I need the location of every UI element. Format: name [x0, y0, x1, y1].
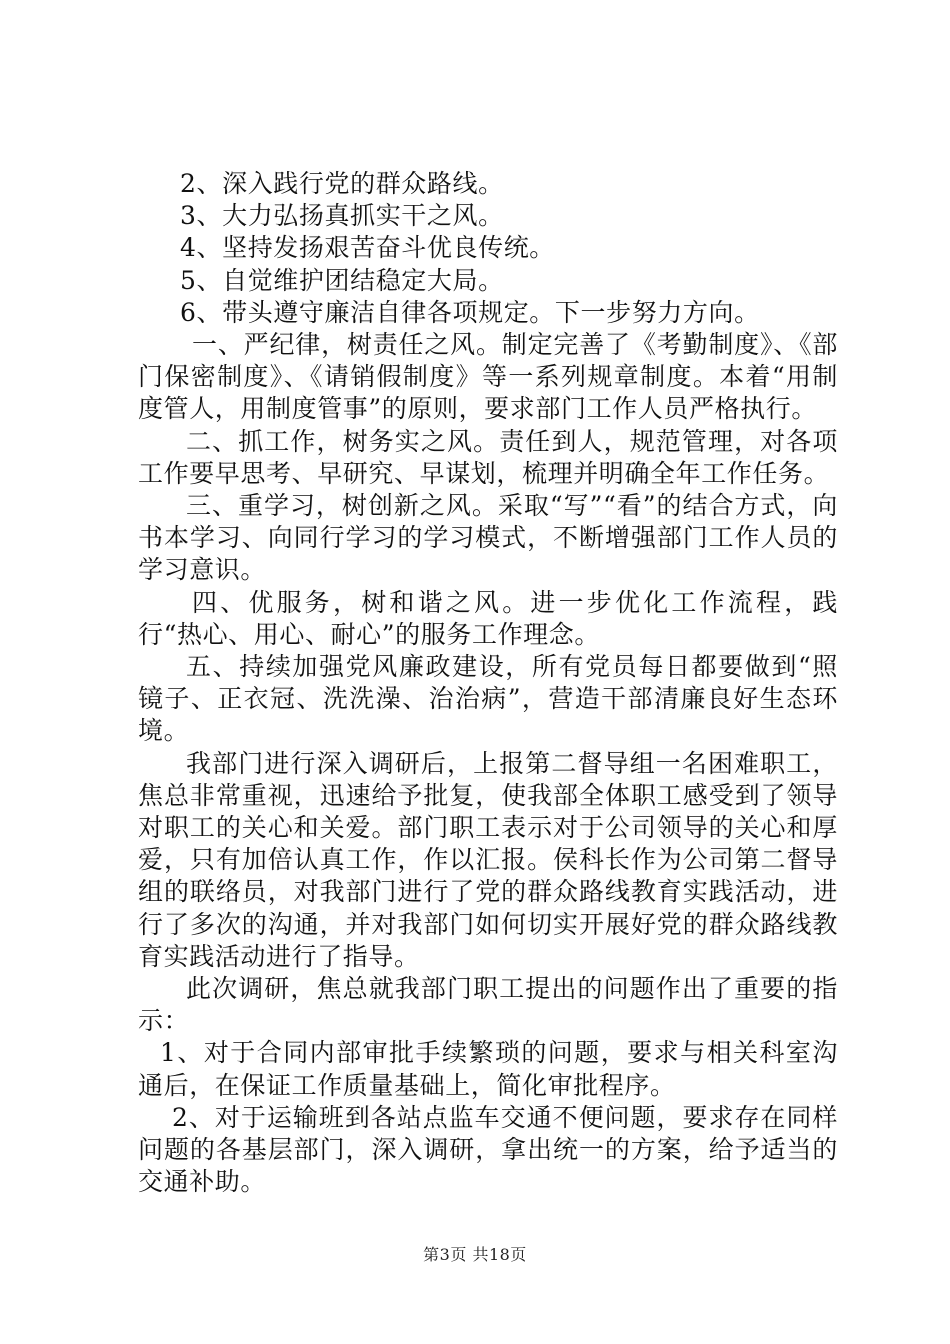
paragraph-instruction-1: 1、对于合同内部审批手续繁琐的问题，要求与相关科室沟通后，在保证工作质量基础上，简化审批程序。	[138, 1038, 838, 1100]
paragraph-item-4: 4、坚持发扬艰苦奋斗优良传统。	[180, 233, 555, 263]
paragraph-item-6: 6、带头遵守廉洁自律各项规定。下一步努力方向。	[180, 297, 760, 327]
paragraph-research-report: 我部门进行深入调研后，上报第二督导组一名困难职工，焦总非常重视，迅速给予批复，使我部全体职工感受到了领导对职工的关心和关爱。部门职工表示对于公司领导的关心和厚爱，只有加倍认真工作，作以汇报。侯科长作为公司第二督导组的联络员，对我部门进行了党的群众路线教育实践活动，进行了多次的沟通，并对我部门如何切实开展好党的群众路线教育实践活动进行了指导。	[138, 748, 838, 971]
paragraph-section-four: 四、优服务，树和谐之风。进一步优化工作流程，践行“热心、用心、耐心”的服务工作理念。	[138, 587, 838, 649]
paragraph-instruction-2: 2、对于运输班到各站点监车交通不便问题，要求存在同样问题的各基层部门，深入调研，拿出统一的方案，给予适当的交通补助。	[138, 1102, 838, 1197]
paragraph-section-two: 二、抓工作，树务实之风。责任到人，规范管理，对各项工作要早思考、早研究、早谋划，梳理并明确全年工作任务。	[138, 426, 838, 488]
paragraph-item-5: 5、自觉维护团结稳定大局。	[180, 265, 504, 295]
document-body	[138, 168, 838, 1199]
paragraph-instructions-intro: 此次调研，焦总就我部门职工提出的问题作出了重要的指示：	[138, 974, 838, 1036]
page-number-footer: 第3页 共18页	[423, 1245, 527, 1264]
paragraph-section-three: 三、重学习，树创新之风。采取“写”“看”的结合方式，向书本学习、向同行学习的学习模式，不断增强部门工作人员的学习意识。	[138, 491, 838, 585]
paragraph-section-one: 一、严纪律，树责任之风。制定完善了《考勤制度》、《部门保密制度》、《请销假制度》等一系列规章制度。本着“用制度管人，用制度管事”的原则，要求部门工作人员严格执行。	[138, 330, 838, 424]
paragraph-section-five: 五、持续加强党风廉政建设，所有党员每日都要做到“照镜子、正衣冠、洗洗澡、治治病”，营造干部清廉良好生态环境。	[138, 652, 838, 746]
paragraph-item-2: 2、深入践行党的群众路线。	[180, 169, 504, 198]
paragraph-item-3: 3、大力弘扬真抓实干之风。	[180, 201, 504, 231]
